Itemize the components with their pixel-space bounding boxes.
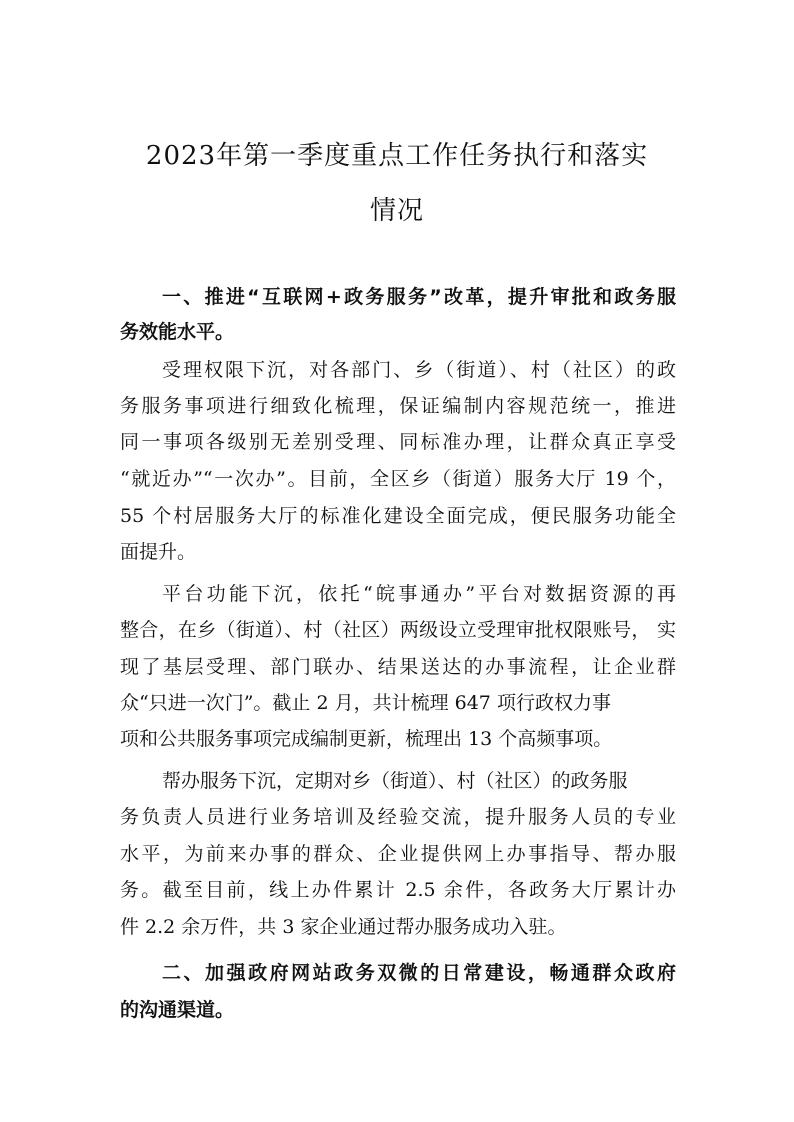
section-heading-1-line-1: 一、推进“互联网+政务服务”改革，提升审批和政务服 bbox=[162, 286, 676, 308]
paragraph-2-line-4: 众“只进一次门”。截止 2 月，共计梳理 647 项行政权力事 bbox=[120, 692, 611, 714]
paragraph-1-line-3: 同一事项各级别无差别受理、同标准办理，让群众真正享受 bbox=[120, 431, 676, 453]
paragraph-2-line-3: 现了基层受理、部门联办、结果送达的办事流程，让企业群 bbox=[120, 656, 676, 678]
paragraph-2-line-5: 项和公共服务事项完成编制更新，梳理出 13 个高频事项。 bbox=[120, 728, 613, 750]
paragraph-3-line-5: 件 2.2 余万件，共 3 家企业通过帮办服务成功入驻。 bbox=[120, 916, 567, 938]
document-title-line-1: 2023年第一季度重点工作任务执行和落实 bbox=[145, 141, 649, 171]
paragraph-1-line-1: 受理权限下沉，对各部门、乡（街道）、村（社区）的政 bbox=[162, 359, 676, 381]
paragraph-1-line-2: 务服务事项进行细致化梳理，保证编制内容规范统一，推进 bbox=[120, 395, 676, 417]
paragraph-2-line-2: 整合，在乡（街道）、村（社区）两级设立受理审批权限账号， 实 bbox=[120, 619, 676, 641]
paragraph-2-line-1: 平台功能下沉，依托“皖事通办”平台对数据资源的再 bbox=[162, 583, 676, 605]
document-title-line-2: 情况 bbox=[369, 196, 424, 226]
section-heading-2-line-1: 二、加强政府网站政务双微的日常建设，畅通群众政府 bbox=[162, 962, 676, 984]
paragraph-3-line-1: 帮办服务下沉，定期对乡（街道）、村（社区）的政务服 bbox=[162, 770, 628, 792]
paragraph-1-line-6: 面提升。 bbox=[120, 541, 197, 563]
paragraph-3-line-3: 水平，为前来办事的群众、企业提供网上办事指导、帮办服 bbox=[120, 843, 676, 865]
paragraph-1-line-4: “就近办”“一次办”。目前，全区乡（街道）服务大厅 19 个， bbox=[120, 468, 676, 490]
paragraph-3-line-4: 务。截至目前，线上办件累计 2.5 余件，各政务大厅累计办 bbox=[120, 879, 676, 901]
section-heading-1-line-2: 务效能水平。 bbox=[120, 321, 235, 343]
paragraph-1-line-5: 55 个村居服务大厅的标准化建设全面完成，便民服务功能全 bbox=[120, 505, 676, 527]
paragraph-3-line-2: 务负责人员进行业务培训及经验交流，提升服务人员的专业 bbox=[120, 806, 676, 828]
section-heading-2-line-2: 的沟通渠道。 bbox=[120, 999, 235, 1021]
